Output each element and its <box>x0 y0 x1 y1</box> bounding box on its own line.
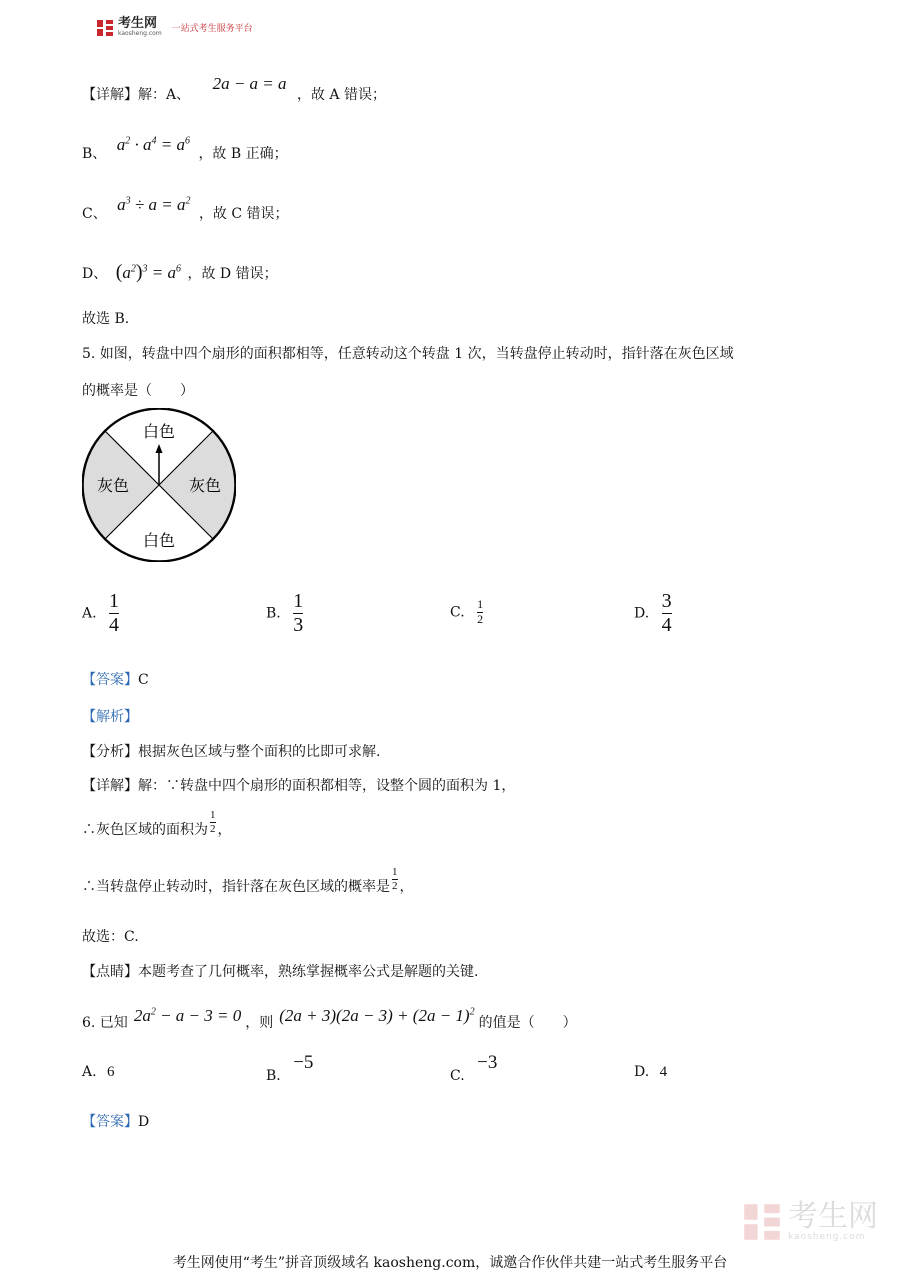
q5-option-b-label: B. <box>266 605 281 622</box>
spinner-label-top: 白色 <box>142 422 176 441</box>
spinner-label-bottom: 白色 <box>142 531 176 550</box>
q6-condition: $2a^2 - a - 3 = 0$ <box>133 1006 242 1025</box>
q5-step1-text: ∴灰色区域的面积为 <box>82 822 208 838</box>
q4-line-c <box>82 195 289 223</box>
q4-d-prefix: D、 <box>82 266 108 282</box>
q4-c-expr: $a^3 \div a = a^2$ <box>117 195 191 214</box>
q4-a-verdict: ，故 A 错误； <box>296 87 386 103</box>
q5-fenxi-label: 【分析】 <box>82 744 138 760</box>
q5-answer <box>82 669 149 689</box>
q6-expression: $(2a + 3)(2a - 3) + (2a - 1)^2$ <box>279 1006 475 1025</box>
q5-fenxi-text: 根据灰色区域与整个面积的比即可求解. <box>138 744 381 760</box>
q4-a-expr: 2a − a = a <box>212 74 287 93</box>
q6-option-b-value: −5 <box>293 1052 314 1073</box>
q5-fenxi <box>82 741 380 761</box>
watermark-site: kaosheng.com <box>788 1232 866 1242</box>
q6-mid: ，则 <box>245 1015 274 1031</box>
q5-option-c-frac: $\frac{1}{2}$ <box>477 597 484 626</box>
q6-option-c-label: C. <box>450 1068 465 1084</box>
q5-option-d <box>634 590 672 637</box>
q5-analysis-label: 【解析】 <box>82 709 138 725</box>
q5-step1-end: ， <box>217 822 232 838</box>
q5-step2 <box>82 862 414 896</box>
q4-conclusion: 故选 B. <box>82 311 130 327</box>
watermark <box>742 1199 878 1242</box>
q5-step2-frac: $\frac{1}{2}$ <box>392 865 398 892</box>
q5-option-b-frac: $\frac{1}{3}$ <box>293 590 304 636</box>
page-footer: 考生网使用“考生”拼音顶级域名 kaosheng.com，诚邀合作伙伴共建一站式考生服务平台 <box>172 1255 728 1271</box>
q5-step2-end: ， <box>399 879 414 895</box>
q5-option-c-label: C. <box>450 604 465 621</box>
q6-option-a-label: A. <box>82 1064 97 1080</box>
q4-b-expr: $a^2 \cdot a^4 = a^6$ <box>116 135 190 154</box>
q6-option-c-value: −3 <box>477 1052 498 1073</box>
q6-option-d-label: D. <box>634 1064 650 1080</box>
q6-option-b <box>266 1052 314 1086</box>
q4-b-prefix: B、 <box>82 146 107 162</box>
q5-step1-frac: $\frac{1}{2}$ <box>210 808 216 835</box>
q5-dianjing <box>82 961 478 981</box>
q6-stem <box>82 1000 577 1032</box>
q5-answer-value: C <box>138 672 149 688</box>
q5-detail <box>82 775 515 795</box>
header-slogan: 一站式考生服务平台 <box>171 24 253 34</box>
q5-detail-label: 【详解】 <box>82 778 138 794</box>
q5-option-d-frac: $\frac{3}{4}$ <box>661 590 672 636</box>
q5-step2-text: ∴当转盘停止转动时，指针落在灰色区域的概率是 <box>82 879 390 895</box>
q4-d-verdict: ，故 D 错误； <box>187 266 278 282</box>
header-brand: 考生网 <box>118 16 158 31</box>
q6-suffix: 的值是（ ） <box>478 1015 577 1031</box>
q5-option-a <box>82 590 119 637</box>
q6-option-a-value: 6 <box>107 1064 115 1080</box>
watermark-brand: 考生网 <box>788 1199 878 1234</box>
q5-stem-line1: 5. 如图，转盘中四个扇形的面积都相等，任意转动这个转盘 1 次，当转盘停止转动时，指针落在灰色区域 <box>82 346 734 362</box>
q4-line-a <box>82 74 386 104</box>
q6-option-c <box>450 1052 498 1086</box>
q5-step1 <box>82 805 232 839</box>
q5-conclusion: 故选：C. <box>82 929 139 945</box>
q6-answer <box>82 1111 149 1131</box>
q5-dianjing-label: 【点睛】 <box>82 964 138 980</box>
q5-dianjing-text: 本题考查了几何概率，熟练掌握概率公式是解题的关键. <box>138 964 479 980</box>
q5-option-c <box>450 598 483 627</box>
watermark-logo-icon <box>742 1202 782 1242</box>
q6-answer-value: D <box>138 1114 150 1130</box>
spinner-label-right: 灰色 <box>188 476 222 495</box>
spinner-label-left: 灰色 <box>96 476 130 495</box>
q6-prefix: 6. 已知 <box>82 1015 128 1031</box>
q4-line-b <box>82 135 288 163</box>
q6-option-d-value: 4 <box>659 1064 668 1080</box>
header-logo <box>96 18 253 37</box>
q5-stem-line2: 的概率是（ ） <box>82 383 194 399</box>
q4-b-verdict: ，故 B 正确； <box>198 146 288 162</box>
q5-detail-text: 解：∵转盘中四个扇形的面积都相等，设整个圆的面积为 1， <box>138 778 516 794</box>
q5-option-b <box>266 590 303 637</box>
kaosheng-logo-icon <box>96 19 114 37</box>
q4-line-d <box>82 261 278 284</box>
q6-option-a <box>82 1064 115 1081</box>
q4-c-verdict: ，故 C 错误； <box>198 206 289 222</box>
q5-spinner-diagram <box>82 408 236 562</box>
q5-option-d-label: D. <box>634 605 650 622</box>
q6-option-d <box>634 1064 667 1081</box>
q5-option-a-frac: $\frac{1}{4}$ <box>109 590 120 636</box>
q6-option-b-label: B. <box>266 1068 281 1084</box>
header-site: kaosheng.com <box>118 30 162 37</box>
q4-detail-label: 【详解】 <box>82 87 138 103</box>
q5-option-a-label: A. <box>82 605 97 622</box>
q4-a-prefix: 解：A、 <box>138 87 191 103</box>
q5-answer-label: 【答案】 <box>82 672 138 688</box>
q6-answer-label: 【答案】 <box>82 1114 138 1130</box>
q4-c-prefix: C、 <box>82 206 107 222</box>
q4-d-expr: $(a^2)^3 = a^6$ <box>115 261 182 283</box>
